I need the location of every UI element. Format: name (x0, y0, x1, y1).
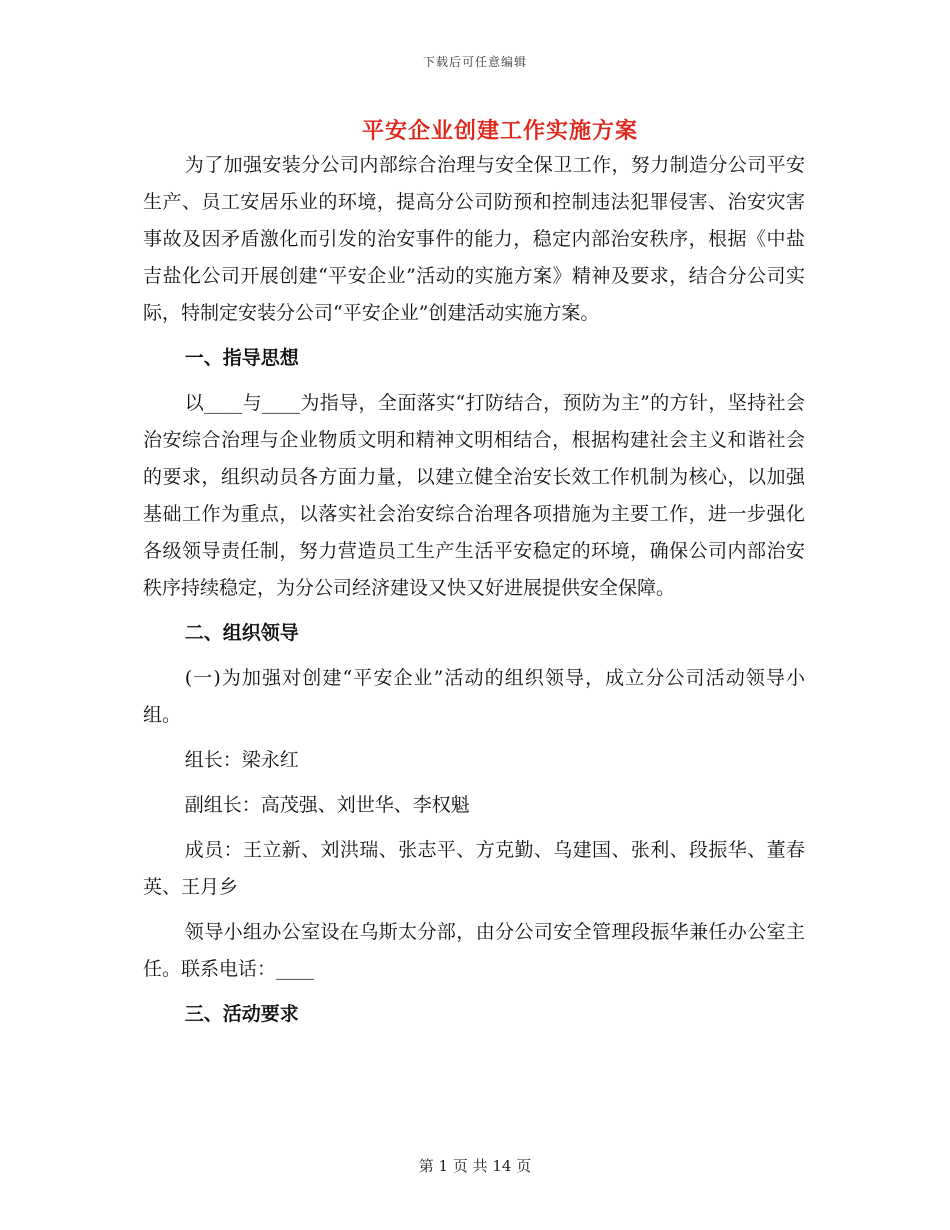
page-number-footer: 第 1 页 共 14 页 (418, 1157, 532, 1175)
document-body (143, 147, 805, 1033)
section2-heading: 二、组织领导 (184, 622, 299, 644)
leader-line: 组长：梁永红 (184, 749, 299, 771)
section1-heading: 一、指导思想 (184, 347, 299, 369)
section3-heading: 三、活动要求 (184, 1003, 299, 1025)
deputy-line: 副组长：高茂强、刘世华、李权魁 (184, 794, 470, 816)
section1-paragraph: 以____与____为指导，全面落实“打防结合，预防为主”的方针，坚持社会治安综合治理与企业物质文明和精神文明相结合，根据构建社会主义和谐社会的要求，组织动员各方面力量，以建立健全治安长效工作机制为核心，以加强基础工作为重点，以落实社会治安综合治理各项措施为主要工作，进一步强化各级领导责任制，努力营造员工生产生活平安稳定的环境，确保公司内部治安秩序持续稳定，为分公司经济建设又快又好进展提供安全保障。 (143, 392, 805, 599)
intro-paragraph: 为了加强安装分公司内部综合治理与安全保卫工作，努力制造分公司平安生产、员工安居乐业的环境，提高分公司防预和控制违法犯罪侵害、治安灾害事故及因矛盾激化而引发的治安事件的能力，稳定内部治安秩序，根据《中盐吉盐化公司开展创建“平安企业”活动的实施方案》精神及要求，结合分公司实际，特制定安装分公司“平安企业”创建活动实施方案。 (143, 154, 805, 324)
members-line: 成员：王立新、刘洪瑞、张志平、方克勤、乌建国、张利、段振华、董春英、王月乡 (143, 839, 805, 898)
document-title: 平安企业创建工作实施方案 (361, 118, 638, 144)
header-note: 下载后可任意编辑 (422, 55, 527, 69)
office-line: 领导小组办公室设在乌斯太分部，由分公司安全管理段振华兼任办公室主任。联系电话：____ (143, 921, 805, 980)
section2-item1: (一)为加强对创建“平安企业”活动的组织领导，成立分公司活动领导小组。 (143, 667, 805, 726)
